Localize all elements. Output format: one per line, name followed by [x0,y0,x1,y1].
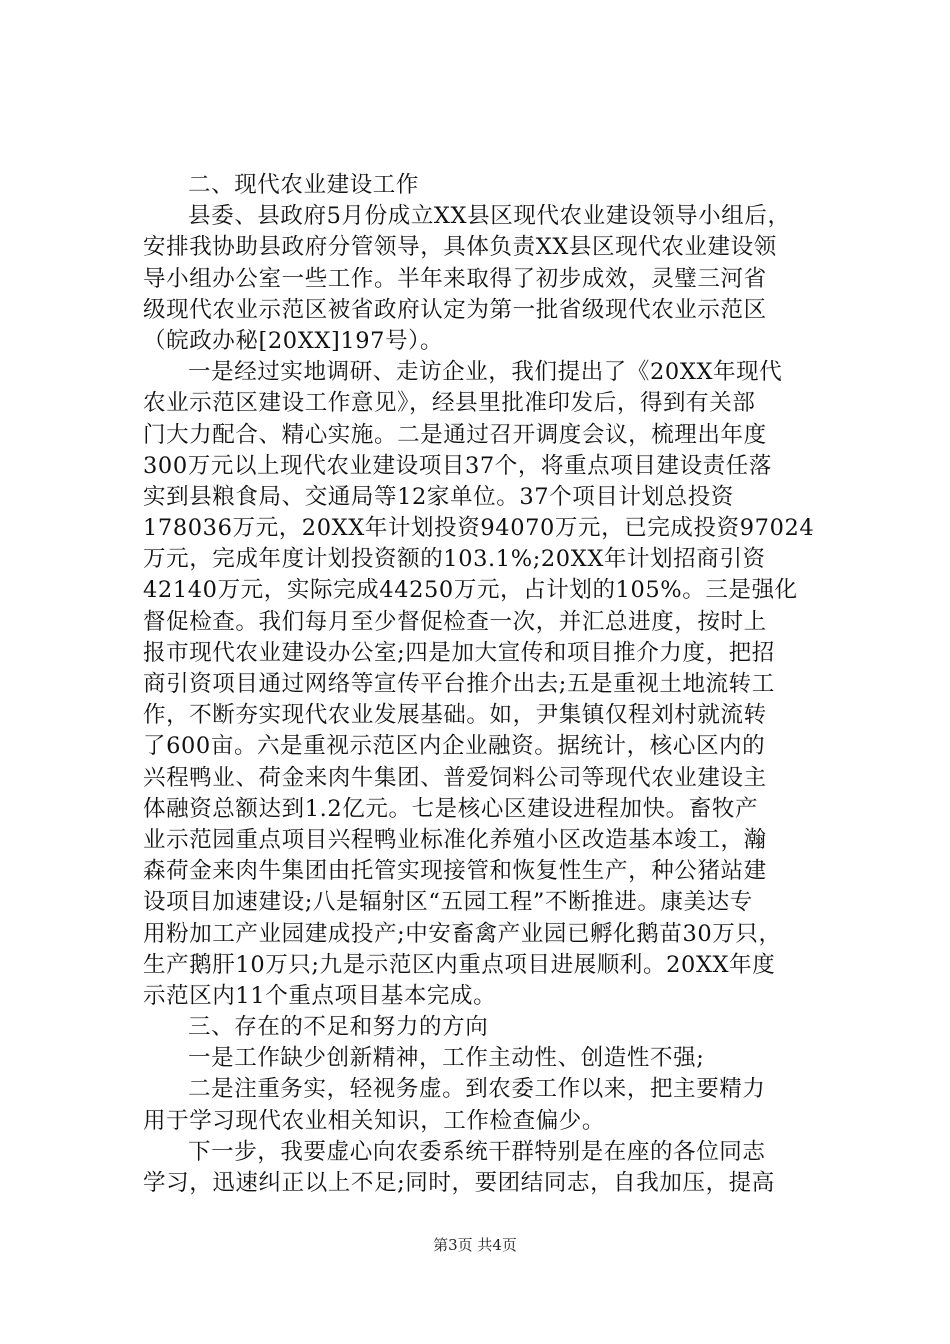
paragraph-line: 一是经过实地调研、走访企业，我们提出了《20XX年现代 [188,359,783,386]
paragraph-line: 下一步，我要虚心向农委系统干群特别是在座的各位同志 [188,1138,766,1165]
paragraph-line: 了600亩。六是重视示范区内企业融资。据统计，核心区内的 [143,733,766,760]
paragraph-line: 县委、县政府5月份成立XX县区现代农业建设领导小组后， [188,203,791,230]
paragraph-line: 报市现代农业建设办公室;四是加大宣传和项目推介力度，把招 [143,639,775,666]
document-body [143,170,833,1199]
paragraph-line: 生产鹅肝10万只;九是示范区内重点项目进展顺利。20XX年度 [143,951,776,978]
paragraph-line: 设项目加速建设;八是辐射区“五园工程”不断推进。康美达专 [143,889,753,916]
paragraph-line: 级现代农业示范区被省政府认定为第一批省级现代农业示范区 [143,296,767,323]
paragraph-line: 商引资项目通过网络等宣传平台推介出去;五是重视土地流转工 [143,671,775,697]
paragraph-line: 二是注重务实，轻视务虚。到农委工作以来，把主要精力 [188,1076,766,1103]
paragraph-line: 实到县粮食局、交通局等12家单位。37个项目计划总投资 [143,483,734,510]
paragraph-line: 示范区内11个重点项目基本完成。 [143,982,497,1009]
paragraph-line: 森荷金来肉牛集团由托管实现接管和恢复性生产，种公猪站建 [143,858,767,885]
paragraph-line: 农业示范区建设工作意见》，经县里批准印发后，得到有关部 [143,390,756,417]
paragraph-line: 178036万元，20XX年计划投资94070万元，已完成投资97024 [143,515,815,542]
page-number-footer: 第3页 共4页 [433,1236,517,1254]
paragraph-line: 学习，迅速纠正以上不足;同时，要团结同志，自我加压，提高 [143,1170,775,1196]
paragraph-line: 兴程鸭业、荷金来肉牛集团、普爱饲料公司等现代农业建设主 [143,764,767,791]
paragraph-line: （皖政办秘[20XX]197号）。 [143,327,444,354]
paragraph-line: 导小组办公室一些工作。半年来取得了初步成效，灵璧三河省 [143,265,767,292]
paragraph-line: 作，不断夯实现代农业发展基础。如，尹集镇仅程刘村就流转 [143,702,767,729]
paragraph-line: 用于学习现代农业相关知识，工作检查偏少。 [143,1107,606,1134]
paragraph-line: 万元，完成年度计划投资额的103.1%;20XX年计划招商引资 [143,546,766,573]
paragraph-line: 督促检查。我们每月至少督促检查一次，并汇总进度，按时上 [143,608,767,635]
paragraph-line: 门大力配合、精心实施。二是通过召开调度会议，梳理出年度 [143,421,767,448]
paragraph-line: 业示范园重点项目兴程鸭业标准化养殖小区改造基本竣工，瀚 [143,826,767,853]
paragraph-line: 一是工作缺少创新精神，工作主动性、创造性不强; [188,1045,705,1072]
paragraph-line: 安排我协助县政府分管领导，具体负责XX县区现代农业建设领 [143,234,777,261]
section-heading: 二、现代农业建设工作 [188,172,420,198]
paragraph-line: 42140万元，实际完成44250万元，占计划的105%。三是强化 [143,577,798,604]
paragraph-line: 体融资总额达到1.2亿元。七是核心区建设进程加快。畜牧产 [143,795,759,822]
paragraph-line: 用粉加工产业园建成投产;中安畜禽产业园已孵化鹅苗30万只， [143,920,782,947]
paragraph-line: 300万元以上现代农业建设项目37个，将重点项目建设责任落 [143,452,772,479]
section-heading: 三、存在的不足和努力的方向 [188,1014,489,1041]
